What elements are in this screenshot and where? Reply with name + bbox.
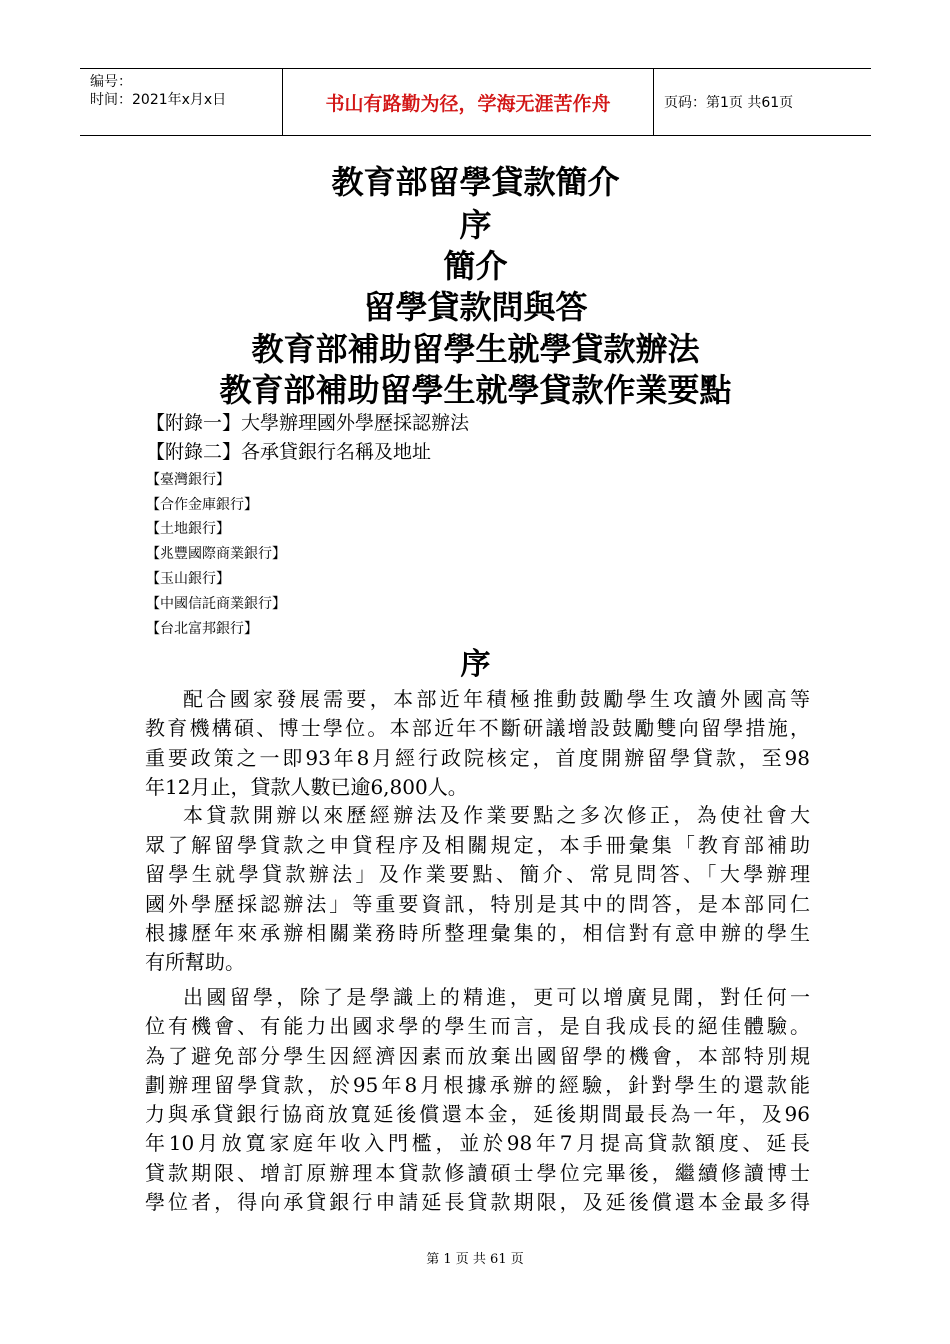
paragraph-line: 留學生就學貸款辦法」及作業要點、簡介、常見問答、「大學辦理: [145, 862, 810, 886]
paragraph-line: 本貸款開辦以來歷經辦法及作業要點之多次修正，為使社會大: [183, 803, 810, 827]
header-page-info: 页码：第1页 共61页: [664, 95, 794, 111]
page-header: [80, 68, 871, 136]
toc-title-5: 教育部補助留學生就學貸款辦法: [251, 330, 700, 368]
bank-item-4: 【兆豐國際商業銀行】: [146, 546, 286, 562]
preface-title: 序: [460, 647, 491, 682]
appendix-1: 【附錄一】大學辦理國外學歷採認辦法: [146, 412, 470, 434]
bank-item-6: 【中國信託商業銀行】: [146, 596, 286, 612]
bank-item-5: 【玉山銀行】: [146, 571, 230, 587]
bank-item-1: 【臺灣銀行】: [146, 472, 230, 488]
paragraph-line: 位有機會、有能力出國求學的學生而言，是自我成長的絕佳體驗。: [145, 1014, 810, 1038]
bank-item-2: 【合作金庫銀行】: [146, 497, 258, 513]
paragraph-line: 出國留學，除了是學識上的精進，更可以增廣見聞，對任何一: [183, 985, 810, 1009]
appendix-2: 【附錄二】各承貸銀行名稱及地址: [146, 441, 432, 463]
paragraph-line: 教育機構碩、博士學位。本部近年不斷研議增設鼓勵雙向留學措施，: [145, 716, 810, 740]
paragraph-line: 眾了解留學貸款之申貸程序及相關規定，本手冊彙集「教育部補助: [145, 833, 810, 857]
paragraph-line: 劃辦理留學貸款，於95年8月根據承辦的經驗，針對學生的還款能: [145, 1073, 810, 1097]
paragraph-line: 配合國家發展需要，本部近年積極推動鼓勵學生攻讀外國高等: [183, 687, 810, 711]
toc-title-6: 教育部補助留學生就學貸款作業要點: [219, 371, 732, 409]
page-footer: 第 1 页 共 61 页: [426, 1252, 524, 1267]
toc-title-1: 教育部留學貸款簡介: [331, 163, 620, 201]
paragraph-line: 貸款期限、增訂原辦理本貸款修讀碩士學位完畢後，繼續修讀博士: [145, 1161, 810, 1185]
paragraph-line: 重要政策之一即93年8月經行政院核定，首度開辦留學貸款，至98: [145, 746, 810, 770]
bank-item-7: 【台北富邦銀行】: [146, 621, 258, 637]
toc-title-2: 序: [459, 206, 492, 244]
paragraph-line: 學位者，得向承貸銀行申請延長貸款期限，及延後償還本金最多得: [145, 1190, 810, 1214]
time-label: 时间：2021年x月x日: [90, 92, 227, 108]
code-label: 编号：: [90, 74, 132, 90]
toc-title-3: 簡介: [443, 247, 508, 285]
paragraph-line: 年10月放寬家庭年收入門檻，並於98年7月提高貸款額度、延長: [145, 1131, 810, 1155]
paragraph-line: 國外學歷採認辦法」等重要資訊，特別是其中的問答，是本部同仁: [145, 892, 810, 916]
paragraph-line: 有所幫助。: [145, 950, 245, 974]
bank-item-3: 【土地銀行】: [146, 521, 230, 537]
paragraph-line: 為了避免部分學生因經濟因素而放棄出國留學的機會，本部特別規: [145, 1044, 810, 1068]
toc-title-4: 留學貸款問與答: [363, 288, 588, 326]
header-meta: [80, 69, 282, 135]
paragraph-line: 根據歷年來承辦相關業務時所整理彙集的，相信對有意申辦的學生: [145, 921, 810, 945]
paragraph-line: 年12月止，貸款人數已逾6,800人。: [145, 775, 468, 799]
paragraph-line: 力與承貸銀行協商放寬延後償還本金，延後期間最長為一年，及96: [145, 1102, 810, 1126]
header-motto: 书山有路勤为径，学海无涯苦作舟: [282, 69, 654, 135]
